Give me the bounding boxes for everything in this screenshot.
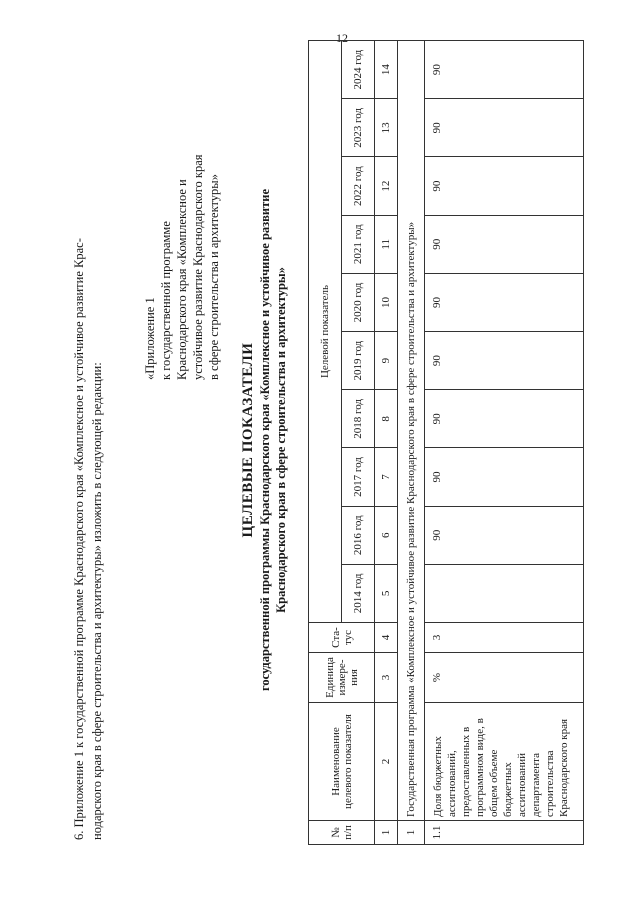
header-year: 2021 год [342,215,375,273]
section-title: Государственная программа «Комплексное и устойчивое развитие Краснодарского края в сфере строительства и архитектуры» [398,41,425,821]
header-name: Наименование целевого показателя [309,703,375,821]
header-num: № п/п [309,821,375,845]
row-value: 90 [425,41,584,99]
appendix-line-3: Краснодарского края «Комплексное и [175,179,189,380]
appendix-line-4: устойчивое развитие Краснодарского края [191,154,205,380]
rotated-page-content [60,0,620,860]
title-line-3: Краснодарского края в сфере строительства и архитектуры» [274,267,288,613]
column-number: 5 [375,564,398,622]
column-number: 8 [375,390,398,448]
column-number: 12 [375,157,398,215]
row-value: 90 [425,332,584,390]
appendix-line-5: в сфере строительства и архитектуры» [207,174,221,380]
header-year: 2023 год [342,99,375,157]
column-number: 11 [375,215,398,273]
column-number: 14 [375,41,398,99]
row-indicator-name: Доля бюджетных ассигнований, предоставленных в программном виде, в общем объеме бюджетных ассигнований департамента строительства Краснодарского края [425,703,584,821]
header-year: 2019 год [342,332,375,390]
title-heading: ЦЕЛЕВЫЕ ПОКАЗАТЕЛИ [240,342,256,538]
row-unit: % [425,653,584,703]
appendix-line-2: к государственной программе [159,221,173,380]
appendix-line-1: «Приложение 1 [143,297,157,380]
column-number: 1 [375,821,398,845]
column-number: 6 [375,506,398,564]
column-number: 13 [375,99,398,157]
column-number: 10 [375,273,398,331]
section-row [398,41,425,845]
header-year: 2022 год [342,157,375,215]
intro-paragraph [70,40,106,840]
title-line-2: государственной программы Краснодарского края «Комплексное и устойчивое развитие [258,188,272,692]
column-number: 4 [375,623,398,653]
header-year: 2014 год [342,564,375,622]
section-num: 1 [398,821,425,845]
header-target: Целевой показатель [309,41,342,623]
column-number: 9 [375,332,398,390]
column-number: 3 [375,653,398,703]
header-unit: Единица измере-ния [309,653,375,703]
intro-line-2: нодарского края в сфере строительства и архитектуры» изложить в следующей редакции: [90,362,104,840]
table-row [425,41,584,845]
page-number: 12 [336,31,348,45]
appendix-note [142,100,222,380]
header-year: 2024 год [342,41,375,99]
row-value: 90 [425,390,584,448]
document-title [240,40,289,840]
row-value: 90 [425,157,584,215]
row-value: 90 [425,215,584,273]
column-number: 7 [375,448,398,506]
column-number: 2 [375,703,398,821]
target-indicators-table [308,40,584,845]
header-year: 2016 год [342,506,375,564]
row-value [425,564,584,622]
row-value: 90 [425,273,584,331]
header-year: 2018 год [342,390,375,448]
row-num: 1.1 [425,821,584,845]
intro-line-1: 6. Приложение 1 к государственной программе Краснодарского края «Комплексное и устойчивое развитие Крас- [72,238,86,840]
row-value: 90 [425,506,584,564]
header-status: Ста-тус [309,623,375,653]
header-year: 2020 год [342,273,375,331]
row-value: 90 [425,99,584,157]
header-year: 2017 год [342,448,375,506]
row-value: 90 [425,448,584,506]
row-status: 3 [425,623,584,653]
